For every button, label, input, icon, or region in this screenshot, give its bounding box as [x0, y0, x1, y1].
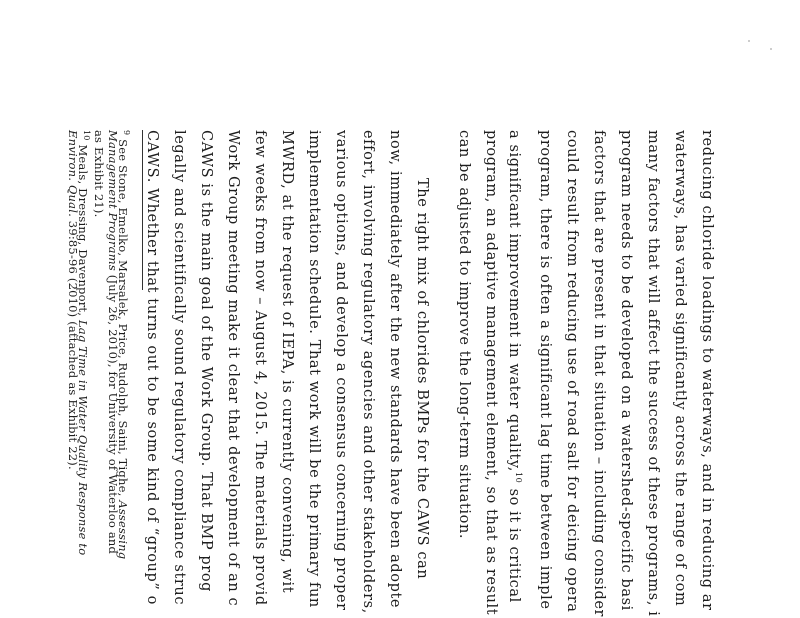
- body-line: CAWS is the main goal of the Work Group. That BMP prog: [198, 130, 214, 593]
- footnote-marker: 10: [82, 130, 91, 141]
- body-line: legally and scientifically sound regulatory compliance struc: [171, 130, 187, 606]
- body-line: many factors that will affect the success of these programs, i: [645, 130, 661, 617]
- body-line: reducing chloride loadings to waterways, and in reducing ar: [699, 130, 715, 611]
- footnote-title: Assessing: [116, 500, 131, 560]
- body-line: factors that are present in that situation – including consider: [591, 130, 607, 618]
- footnote-text: See Stone, Emelko, Marsalek, Price, Rudolph, Saini, Tighe,: [116, 135, 131, 501]
- body-line: CAWS. Whether that turns out to be some kind of “group” o: [144, 130, 160, 605]
- footnote-marker: 9: [122, 130, 131, 136]
- body-line: few weeks from now – August 4, 2015. The materials provid: [252, 130, 268, 606]
- footnote-reference: 10: [514, 471, 523, 484]
- rotated-document-page: [55, 130, 715, 618]
- body-line: effort, involving regulatory agencies and other stakeholders,: [360, 130, 376, 614]
- body-line-text: so it is critical: [506, 483, 523, 603]
- footnote-text: 39:85-96 (2010) (attached as Exhibit 22).: [66, 216, 80, 470]
- body-line: various options, and develop a consensus concerning proper: [333, 130, 349, 611]
- body-line: can be adjusted to improve the long-term situation.: [456, 130, 472, 540]
- footnote-text: Meals, Dressing, Davenport,: [76, 140, 91, 320]
- footnote-title: Management Programs: [106, 130, 120, 271]
- body-line: program, there is often a significant lag time between imple: [537, 130, 553, 610]
- body-line: MWRD, at the request of IEPA, is currently convening, wit: [279, 130, 295, 594]
- body-line: Work Group meeting make it clear that development of an c: [225, 130, 241, 607]
- body-line: program needs to be developed on a watershed-specific basi: [618, 130, 634, 611]
- paragraph-first-line: The right mix of chlorides BMPs for the CAWS can: [414, 178, 430, 580]
- body-line: could result from reducing use of road salt for deicing opera: [564, 130, 580, 613]
- scan-speck: [748, 40, 750, 42]
- footnote-title: Environ. Qual.: [66, 130, 80, 217]
- body-line: [506, 130, 526, 603]
- body-line: waterways, has varied significantly across the range of com: [672, 130, 688, 607]
- body-line: program, an adaptive management element, so that as result: [483, 130, 499, 616]
- footnote-continuation: as Exhibit 21).: [92, 130, 106, 218]
- footnote-continuation: [106, 130, 119, 554]
- footnote-continuation: [66, 130, 79, 470]
- body-line-text: a significant improvement in water quality,: [506, 130, 523, 472]
- footnote-title: Lag Time in Water Quality Response to: [76, 319, 91, 556]
- body-line: implementation schedule. That work will be the primary fun: [306, 130, 322, 608]
- scan-speck: [770, 48, 772, 50]
- body-line: now, immediately after the new standards have been adopte: [387, 130, 403, 609]
- footnote-separator: [142, 130, 143, 290]
- footnote-text: (July 26, 2010), for University of Waterloo and: [106, 270, 120, 555]
